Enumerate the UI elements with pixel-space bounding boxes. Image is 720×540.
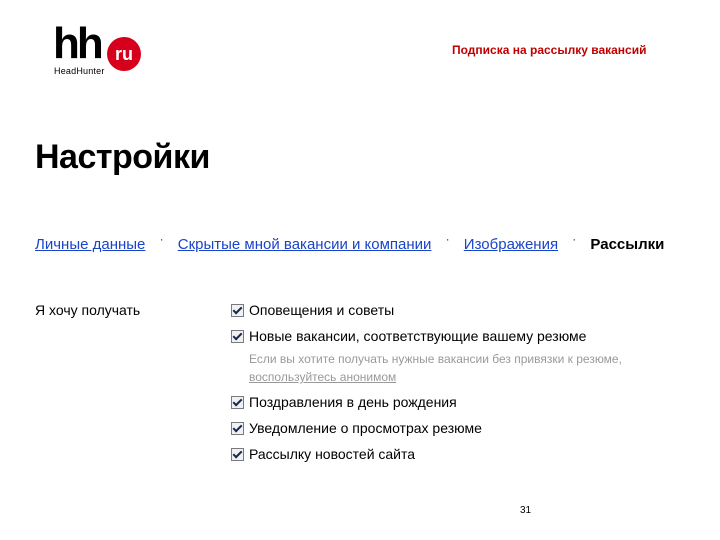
site-news-checkbox[interactable] xyxy=(231,448,244,461)
option-label: Уведомление о просмотрах резюме xyxy=(249,420,482,436)
tips-checkbox[interactable] xyxy=(231,304,244,317)
tab-images[interactable]: Изображения xyxy=(463,236,559,253)
headhunter-logo[interactable] xyxy=(53,19,153,80)
logo-subtitle: HeadHunter xyxy=(54,66,105,76)
anonymous-hint xyxy=(249,350,694,386)
option-birthday[interactable] xyxy=(231,394,701,414)
page-title: Настройки xyxy=(35,138,210,176)
anonymous-link[interactable]: воспользуйтесь анонимом xyxy=(249,370,397,384)
option-tips[interactable] xyxy=(231,302,701,322)
page-number: 31 xyxy=(520,505,532,516)
tab-separator: · xyxy=(445,232,450,246)
option-label: Поздравления в день рождения xyxy=(249,394,457,410)
hint-text: Если вы хотите получать нужные вакансии без привязки к резюме, xyxy=(249,352,622,366)
subscriptions-label: Я хочу получать xyxy=(35,302,141,318)
tab-mailings[interactable]: Рассылки xyxy=(590,236,665,253)
option-label: Новые вакансии, соответствующие вашему резюме xyxy=(249,328,587,344)
option-resume-views[interactable] xyxy=(231,420,701,440)
logo-ru-badge: ru xyxy=(107,37,141,71)
tab-hidden-items[interactable]: Скрытые мной вакансии и компании xyxy=(177,236,432,253)
option-label: Рассылку новостей сайта xyxy=(249,446,416,462)
logo-hh-text: hh xyxy=(53,19,101,68)
new-vacancies-checkbox[interactable] xyxy=(231,330,244,343)
birthday-checkbox[interactable] xyxy=(231,396,244,409)
subscription-options xyxy=(231,302,701,472)
option-new-vacancies[interactable] xyxy=(231,328,701,348)
tab-personal-data[interactable]: Личные данные xyxy=(35,236,146,253)
option-label: Оповещения и советы xyxy=(249,302,395,318)
slide-header-title: Подписка на рассылку вакансий xyxy=(452,43,647,57)
settings-tabs xyxy=(35,232,665,253)
tab-separator: · xyxy=(159,232,164,246)
resume-views-checkbox[interactable] xyxy=(231,422,244,435)
option-site-news[interactable] xyxy=(231,446,701,466)
tab-separator: · xyxy=(572,232,577,246)
